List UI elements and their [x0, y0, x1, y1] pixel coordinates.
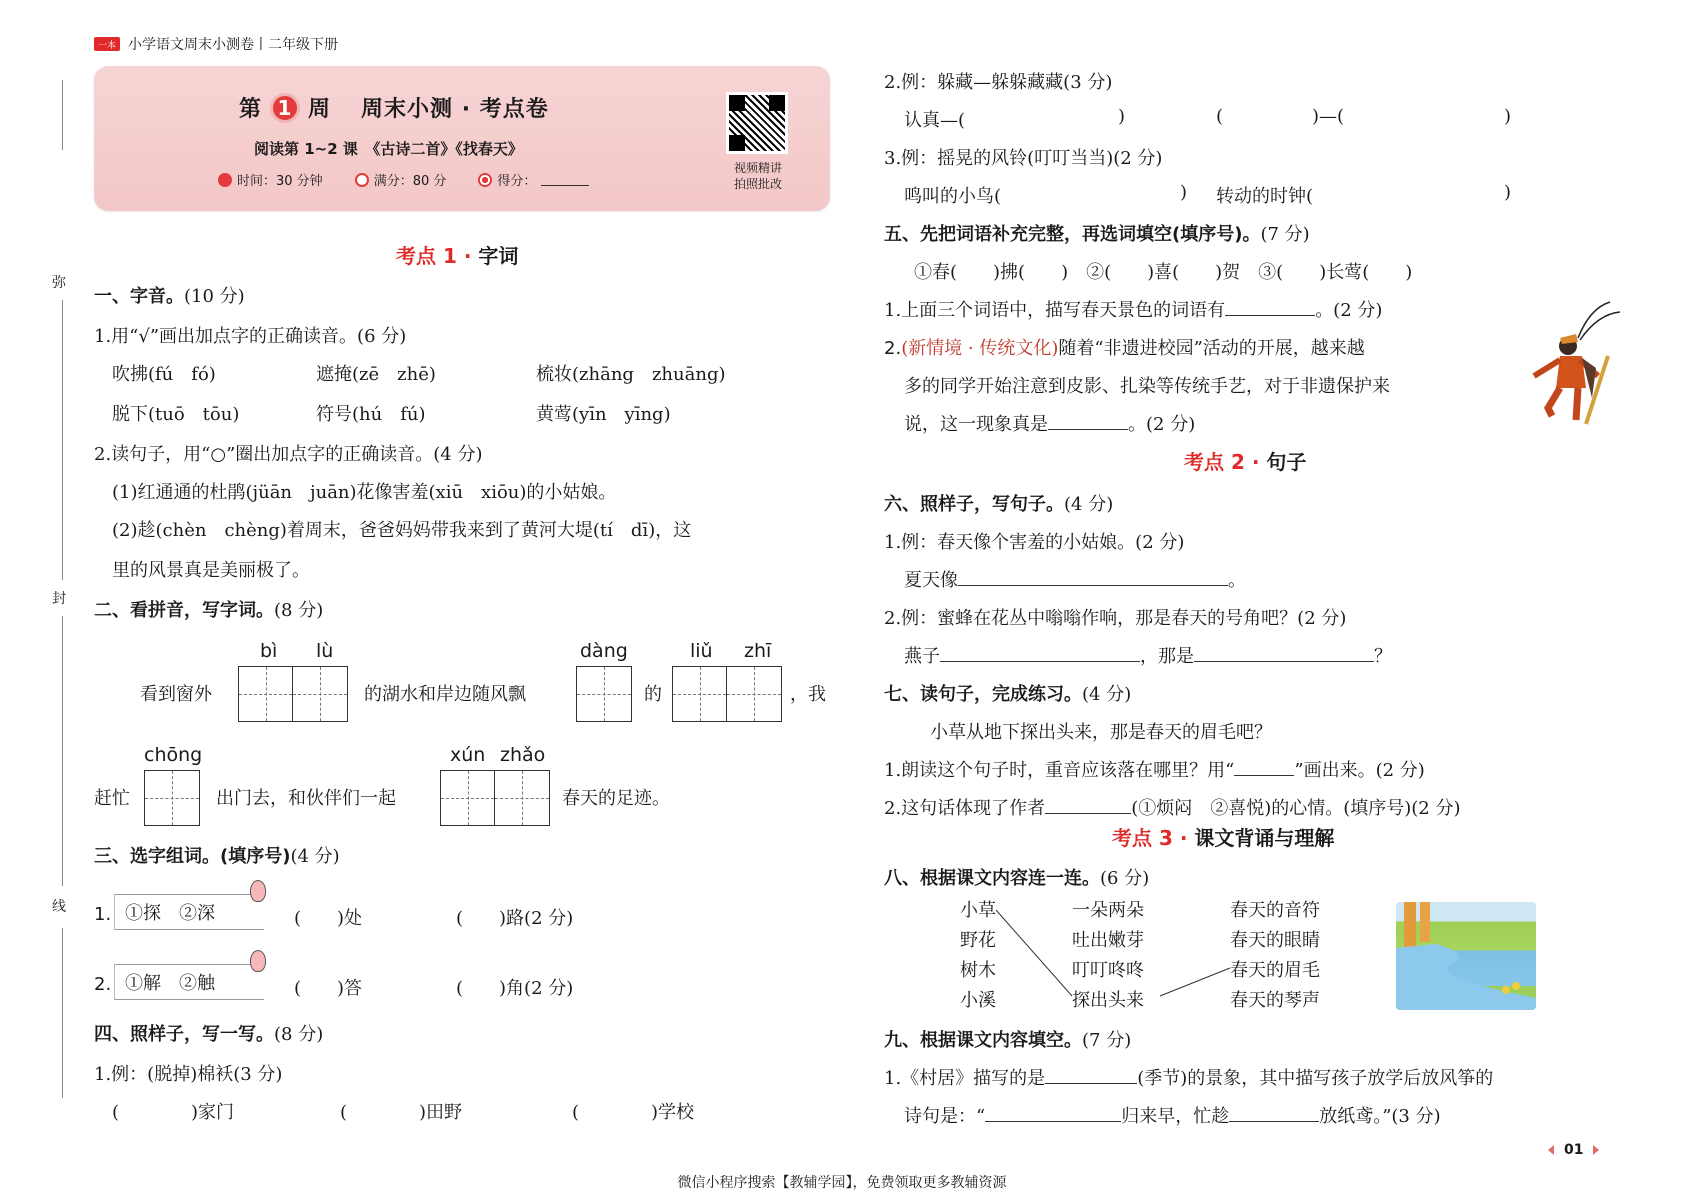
q9-line2 [904, 1102, 1441, 1128]
q4-blank-3[interactable]: ( )学校 [572, 1102, 695, 1123]
answer-blank[interactable] [985, 1104, 1121, 1122]
balloon-icon [250, 880, 266, 902]
q4-blank-2[interactable]: ( )田野 [340, 1102, 463, 1123]
pinyin-dang: dàng [580, 640, 628, 662]
qr-caption-line1: 视频精讲 [733, 161, 782, 175]
q4-text: 认真—( [904, 110, 966, 131]
heading-points: (8 分) [274, 1024, 324, 1045]
page-number: 01 [1564, 1142, 1584, 1158]
page-indicator [1548, 1142, 1599, 1158]
q4-text: ) [1504, 106, 1512, 127]
q9-text: 诗句是：“ [904, 1106, 986, 1127]
balloon-icon [250, 950, 266, 972]
pinyin-zhao: zhǎo [500, 744, 546, 766]
q8-heading [884, 864, 1149, 890]
q6-heading [884, 490, 1113, 516]
q5-sub2-line1 [884, 334, 1365, 360]
footer-note: 微信小程序搜索【教辅学园】，免费领取更多教辅资源 [677, 1175, 1007, 1191]
q4-text: 鸣叫的小鸟( [904, 186, 1002, 207]
q9-line1 [884, 1064, 1493, 1090]
test-title: 周末小测 · 考点卷 [361, 97, 549, 122]
q5-sub2-line3 [904, 410, 1195, 436]
q5-sub2-text: 随着“非遗进校园”活动的开展，越来越 [1058, 338, 1365, 359]
next-page-icon[interactable] [1593, 1145, 1599, 1155]
underline-sample [1234, 758, 1294, 776]
q7-heading [884, 680, 1131, 706]
heading-text: 六、照样子，写句子。 [884, 494, 1064, 515]
seal-char-xian: 线 [52, 899, 66, 915]
time-label: 时间：30 分钟 [237, 174, 323, 189]
pinyin-bi: bì [260, 640, 278, 662]
q6-text: 燕子 [904, 646, 940, 667]
prev-page-icon[interactable] [1548, 1145, 1554, 1155]
heading-text: 二、看拼音，写字词。 [94, 600, 274, 621]
q2-text: ，我 [790, 684, 826, 705]
q3-heading [94, 842, 340, 868]
q1-sentence-2a: (2)趁(chèn chèng)着周末，爸爸妈妈带我来到了黄河大堤(tí dī)，这 [112, 520, 692, 541]
kaodian-name: 字词 [478, 244, 519, 268]
shadow-puppet-image [1520, 298, 1620, 428]
heading-points: (7 分) [1082, 1030, 1132, 1051]
answer-blank[interactable] [1045, 1066, 1137, 1084]
heading-points: (4 分) [1064, 494, 1114, 515]
kaodian-1-title [396, 240, 518, 269]
q2-text: 的 [644, 684, 662, 705]
brand-logo: 一本 [94, 37, 120, 51]
seal-char-mi: 弥 [52, 275, 66, 291]
q1-word-3: 梳妆(zhāng zhuāng) [536, 364, 726, 385]
qr-caption-line2: 拍照批改 [733, 177, 782, 191]
score-field [478, 170, 589, 189]
match-item[interactable]: 春天的眼睛 [1230, 930, 1320, 951]
answer-blank[interactable] [1048, 412, 1128, 430]
heading-points: (8 分) [274, 600, 324, 621]
q9-text: 放纸鸢。”(3 分) [1319, 1106, 1441, 1127]
full-score-label: 满分：80 分 [373, 174, 447, 189]
q9-text: 归来早，忙趁 [1121, 1106, 1230, 1127]
award-ribbon-icon [355, 173, 369, 187]
writing-grid-bilu[interactable] [238, 666, 348, 722]
q6-text: ，那是 [1140, 646, 1194, 667]
qr-caption [720, 160, 796, 192]
heading-text: 一、字音。 [94, 286, 184, 307]
q3-item-2-blank1[interactable]: ( )答 [294, 978, 363, 999]
heading-points: (6 分) [1100, 868, 1150, 889]
writing-grid-chong[interactable] [144, 770, 200, 826]
time-limit [218, 170, 323, 189]
q6-example-1: 1.例：春天像个害羞的小姑娘。(2 分) [884, 532, 1185, 553]
stream-illustration [1396, 902, 1536, 1010]
q6-answer-1 [904, 566, 1246, 592]
q4-blank-1[interactable]: ( )家门 [112, 1102, 235, 1123]
answer-blank[interactable] [1229, 1104, 1319, 1122]
seal-line [62, 928, 63, 1098]
banner-title [239, 92, 549, 123]
q7-sentence: 小草从地下探出头来，那是春天的眉毛吧？ [930, 722, 1272, 743]
q6-answer-2 [904, 642, 1392, 668]
answer-blank[interactable] [1194, 644, 1374, 662]
seal-line [62, 80, 63, 150]
match-item[interactable]: 吐出嫩芽 [1072, 930, 1144, 951]
title-banner [94, 66, 830, 211]
pinyin-chong: chōng [144, 744, 203, 766]
q7-sub1 [884, 756, 1425, 782]
q1-word-6: 黄莺(yīn yīng) [536, 404, 671, 425]
heading-points: (4 分) [290, 846, 340, 867]
alarm-clock-icon [218, 173, 232, 187]
q1-word-5: 符号(hú fú) [316, 404, 426, 425]
q1-sub2: 2.读句子，用“○”圈出加点字的正确读音。(4 分) [94, 444, 483, 465]
q3-item-2-num: 2. [94, 974, 112, 995]
answer-blank[interactable] [1045, 796, 1131, 814]
kaodian-prefix: 考点 3 · [1112, 826, 1188, 850]
answer-blank[interactable] [1225, 298, 1315, 316]
q1-word-1: 吹拂(fú fó) [112, 364, 216, 385]
q4-example-3: 3.例：摇晃的风铃(叮叮当当)(2 分) [884, 148, 1163, 169]
heading-text: 七、读句子，完成练习。 [884, 684, 1082, 705]
q1-sub1: 1.用“√”画出加点字的正确读音。(6 分) [94, 326, 407, 347]
target-icon [478, 173, 492, 187]
q6-text: 夏天像 [904, 570, 958, 591]
writing-grid-xunzhao[interactable] [440, 770, 550, 826]
q1-sentence-2b: 里的风景真是美丽极了。 [112, 560, 310, 581]
week-number-badge: 1 [270, 93, 300, 123]
q9-text: 1.《村居》描写的是 [884, 1068, 1046, 1089]
q5-sub1-text: 1.上面三个词语中，描写春天景色的词语有 [884, 300, 1226, 321]
kaodian-3-title [1112, 822, 1334, 851]
q7-text: 1.朗读这个句子时，重音应该落在哪里？用“ [884, 760, 1235, 781]
seal-char-feng: 封 [52, 591, 66, 607]
match-item[interactable]: 小溪 [960, 990, 996, 1011]
qr-code[interactable] [726, 92, 788, 154]
score-blank[interactable] [541, 174, 589, 186]
heading-points: (7 分) [1260, 224, 1310, 245]
match-item[interactable]: 春天的音符 [1230, 900, 1320, 921]
q5-sub2-text: 。(2 分) [1128, 414, 1196, 435]
q4-text: ) [1180, 182, 1188, 203]
q2-text: 出门去，和伙伴们一起 [216, 788, 396, 809]
match-item[interactable]: 树木 [960, 960, 996, 981]
q4-text: ) [1118, 106, 1126, 127]
q1-word-4: 脱下(tuō tōu) [112, 404, 240, 425]
kaodian-name: 句子 [1266, 450, 1307, 474]
heading-text: 四、照样子，写一写。 [94, 1024, 274, 1045]
writing-grid-dang[interactable] [576, 666, 632, 722]
q4-text: 转动的时钟( [1216, 186, 1314, 207]
q1-word-2: 遮掩(zē zhē) [316, 364, 436, 385]
match-item[interactable]: 探出头来 [1072, 990, 1144, 1011]
kaodian-2-title [1184, 446, 1306, 475]
heading-text: 五、先把词语补充完整，再选词填空(填序号)。 [884, 224, 1261, 245]
seal-line [62, 616, 63, 886]
q4-heading [94, 1020, 323, 1046]
kaodian-name: 课文背诵与理解 [1194, 826, 1335, 850]
q5-heading [884, 220, 1310, 246]
q5-sub2-text: 说，这一现象真是 [904, 414, 1048, 435]
q4-example-2: 2.例：躲藏—躲躲藏藏(3 分) [884, 72, 1113, 93]
heading-text: 八、根据课文内容连一连。 [884, 868, 1100, 889]
q2-text: 的湖水和岸边随风飘 [364, 684, 526, 705]
series-header [94, 34, 338, 54]
full-score [355, 170, 447, 189]
match-item[interactable]: 春天的眉毛 [1230, 960, 1320, 981]
heading-text: 三、选字组词。(填序号) [94, 846, 291, 867]
q6-text: 。 [1228, 570, 1246, 591]
example-match-lines [990, 896, 1250, 1016]
lesson-range: 阅读第 1~2 课 《古诗二首》《找春天》 [254, 140, 523, 158]
q9-text: (季节)的景象，其中描写孩子放学后放风筝的 [1137, 1068, 1494, 1089]
answer-blank[interactable] [958, 568, 1228, 586]
kaodian-prefix: 考点 2 · [1184, 450, 1260, 474]
q6-text: ？ [1374, 646, 1392, 667]
heading-points: (10 分) [184, 286, 245, 307]
q2-text: 春天的足迹。 [562, 788, 670, 809]
heading-points: (4 分) [1082, 684, 1132, 705]
q5-sub1-text: 。(2 分) [1315, 300, 1383, 321]
q2-heading [94, 596, 323, 622]
q4-text: ( [1216, 106, 1224, 127]
q3-item-1-options: ①探 ②深 [114, 894, 264, 930]
context-tag: (新情境 · 传统文化) [901, 338, 1059, 359]
kaodian-prefix: 考点 1 · [396, 244, 472, 268]
q6-example-2: 2.例：蜜蜂在花丛中嗡嗡作响，那是春天的号角吧？(2 分) [884, 608, 1347, 629]
heading-text: 九、根据课文内容填空。 [884, 1030, 1082, 1051]
q7-text: 2.这句话体现了作者 [884, 798, 1046, 819]
pinyin-zhi: zhī [744, 640, 772, 662]
q2-text: 赶忙 [94, 788, 130, 809]
week-suffix: 周 [308, 97, 332, 122]
q1-heading [94, 282, 245, 308]
writing-grid-liuzhi[interactable] [672, 666, 782, 722]
match-item[interactable]: 一朵两朵 [1072, 900, 1144, 921]
q9-heading [884, 1026, 1131, 1052]
test-meta [218, 170, 589, 189]
q1-sentence-1: (1)红通通的杜鹃(jüān juān)花像害羞(xiū xiōu)的小姑娘。 [112, 482, 617, 503]
q7-text: (①烦闷 ②喜悦)的心情。(填序号)(2 分) [1131, 798, 1461, 819]
seal-line [62, 300, 63, 580]
q7-sub2 [884, 794, 1461, 820]
q3-item-2-blank2[interactable]: ( )角(2 分) [456, 978, 574, 999]
score-label: 得分： [497, 174, 537, 189]
q4-text: )—( [1312, 106, 1345, 127]
q4-example-1: 1.例：(脱掉)棉袄(3 分) [94, 1064, 283, 1085]
match-item[interactable]: 小草 [960, 900, 996, 921]
q4-text: ) [1504, 182, 1512, 203]
q3-item-1-blank2[interactable]: ( )路(2 分) [456, 908, 574, 929]
q3-item-1-num: 1. [94, 904, 112, 925]
week-prefix: 第 [239, 97, 263, 122]
pinyin-lu: lù [316, 640, 334, 662]
q5-sub2-num: 2. [884, 338, 902, 359]
q3-item-2-options: ①解 ②触 [114, 964, 264, 1000]
q5-sub2-line2: 多的同学开始注意到皮影、扎染等传统手艺，对于非遗保护来 [904, 376, 1390, 397]
answer-blank[interactable] [940, 644, 1140, 662]
q5-sub1 [884, 296, 1382, 322]
q7-text: ”画出来。(2 分) [1294, 760, 1425, 781]
q2-text: 看到窗外 [140, 684, 212, 705]
series-title: 小学语文周末小测卷丨二年级下册 [128, 37, 338, 53]
match-item[interactable]: 春天的琴声 [1230, 990, 1320, 1011]
match-item[interactable]: 叮叮咚咚 [1072, 960, 1144, 981]
match-item[interactable]: 野花 [960, 930, 996, 951]
q3-item-1-blank1[interactable]: ( )处 [294, 908, 363, 929]
pinyin-liu: liǔ [690, 640, 713, 662]
pinyin-xun: xún [450, 744, 486, 766]
q5-word-blanks[interactable]: ①春( )拂( ) ②( )喜( )贺 ③( )长莺( ) [914, 262, 1413, 283]
